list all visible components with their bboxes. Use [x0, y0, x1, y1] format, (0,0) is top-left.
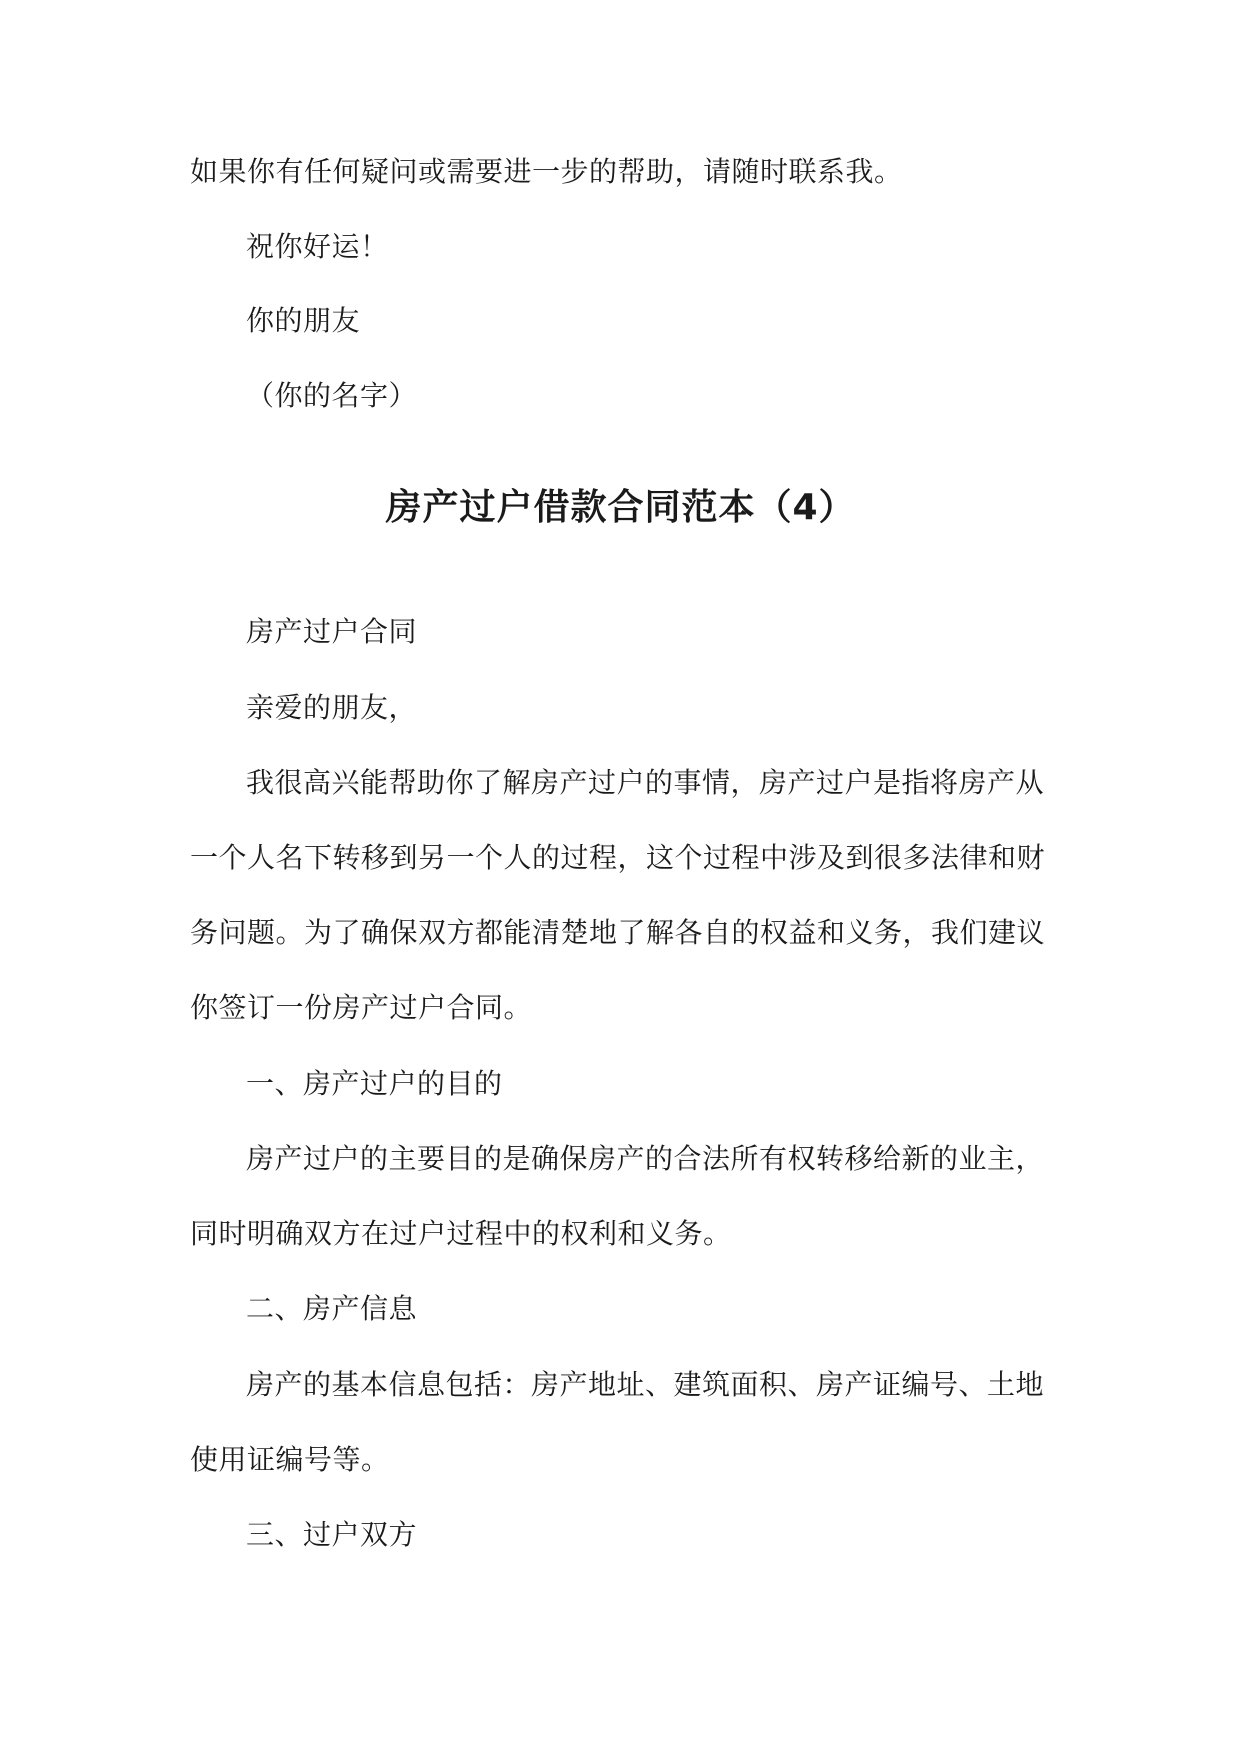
paragraph-line: 你签订一份房产过户合同。 [190, 991, 533, 1024]
paragraph-line: 一个人名下转移到另一个人的过程，这个过程中涉及到很多法律和财 [190, 841, 1046, 874]
closing-signoff: 你的朋友 [246, 304, 361, 337]
section-heading-3: 三、过户双方 [246, 1518, 418, 1551]
paragraph-line: 房产过户的主要目的是确保房产的合法所有权转移给新的业主， [246, 1142, 1045, 1175]
paragraph-line: 务问题。为了确保双方都能清楚地了解各自的权益和义务，我们建议 [190, 916, 1046, 949]
closing-wish: 祝你好运！ [246, 230, 389, 263]
section-heading-2: 二、房产信息 [246, 1292, 418, 1325]
closing-name: （你的名字） [246, 379, 418, 412]
paragraph-line: 房产的基本信息包括：房产地址、建筑面积、房产证编号、土地 [246, 1368, 1045, 1401]
paragraph-line: 使用证编号等。 [190, 1443, 390, 1476]
paragraph-line: 同时明确双方在过户过程中的权利和义务。 [190, 1217, 732, 1250]
contract-heading: 房产过户合同 [246, 615, 418, 648]
section-title: 房产过户借款合同范本（4） [385, 487, 856, 528]
closing-paragraph: 如果你有任何疑问或需要进一步的帮助，请随时联系我。 [190, 155, 903, 188]
paragraph-line: 我很高兴能帮助你了解房产过户的事情，房产过户是指将房产从 [246, 766, 1045, 799]
section-heading-1: 一、房产过户的目的 [246, 1067, 503, 1100]
salutation: 亲爱的朋友， [246, 691, 418, 724]
